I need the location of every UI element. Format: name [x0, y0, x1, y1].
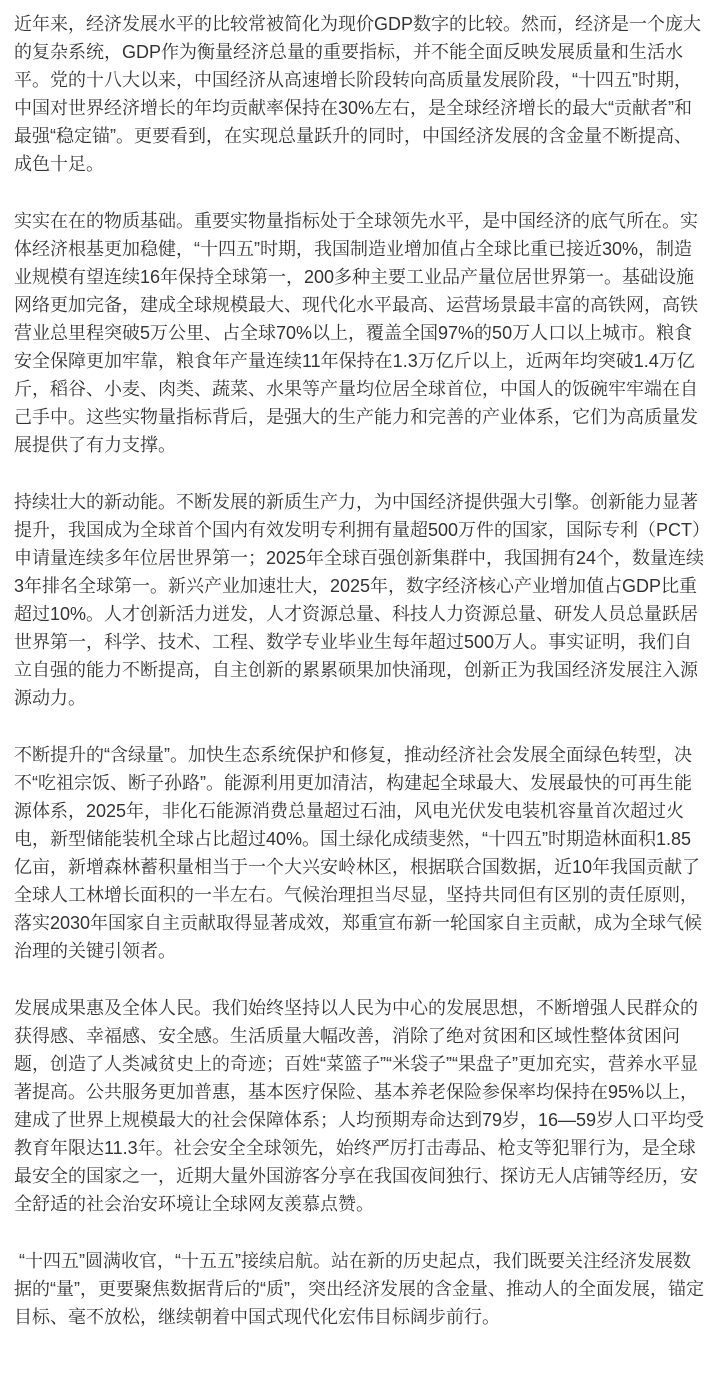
article-paragraph-intro: 近年来，经济发展水平的比较常被简化为现价GDP数字的比较。然而，经济是一个庞大的复杂系统，GDP作为衡量经济总量的重要指标，并不能全面反映发展质量和生活水平。党的十八大以来，中国经济从高速增长阶段转向高质量发展阶段，“十四五”时期，中国对世界经济增长的年均贡献率保持在30%左右，是全球经济增长的最大“贡献者”和最强“稳定锚”。更要看到，在实现总量跃升的同时，中国经济发展的含金量不断提高、成色十足。	[14, 14, 702, 174]
article-paragraph-conclusion: “十四五”圆满收官，“十五五”接续启航。站在新的历史起点，我们既要关注经济发展数据的“量”，更要聚焦数据背后的“质”，突出经济发展的含金量、推动人的全面发展，锚定目标、毫不放松，继续朝着中国式现代化宏伟目标阔步前行。	[14, 1251, 704, 1327]
article-paragraph-people-benefits: 发展成果惠及全体人民。我们始终坚持以人民为中心的发展思想，不断增强人民群众的获得感、幸福感、安全感。生活质量大幅改善，消除了绝对贫困和区域性整体贫困问题，创造了人类减贫史上的奇迹；百姓“菜篮子”“米袋子”“果盘子”更加充实，营养水平显著提高。公共服务更加普惠，基本医疗保险、基本养老保险参保率均保持在95%以上，建成了世界上规模最大的社会保障体系；人均预期寿命达到79岁，16—59岁人口平均受教育年限达11.3年。社会安全全球领先，始终严厉打击毒品、枪支等犯罪行为，是全球最安全的国家之一，近期大量外国游客分享在我国夜间独行、探访无人店铺等经历，安全舒适的社会治安环境让全球网友羡慕点赞。	[14, 998, 705, 1214]
article-paragraph-new-momentum: 持续壮大的新动能。不断发展的新质生产力，为中国经济提供强大引擎。创新能力显著提升，我国成为全球首个国内有效发明专利拥有量超500万件的国家，国际专利（PCT）申请量连续多年位居世界第一；2025年全球百强创新集群中，我国拥有24个，数量连续3年排名全球第一。新兴产业加速壮大，2025年，数字经济核心产业增加值占GDP比重超过10%。人才创新活力迸发，人才资源总量、科技人力资源总量、研发人员总量跃居世界第一，科学、技术、工程、数学专业毕业生每年超过500万人。事实证明，我们自立自强的能力不断提高，自主创新的累累硕果加快涌现，创新正为我国经济发展注入源源动力。	[14, 492, 705, 708]
article-paragraph-green-content: 不断提升的“含绿量”。加快生态系统保护和修复，推动经济社会发展全面绿色转型，决不“吃祖宗饭、断子孙路”。能源利用更加清洁，构建起全球最大、发展最快的可再生能源体系，2025年，非化石能源消费总量超过石油，风电光伏发电装机容量首次超过火电，新型储能装机全球占比超过40%。国土绿化成绩斐然，“十四五”时期造林面积1.85亿亩，新增森林蓄积量相当于一个大兴安岭林区，根据联合国数据，近10年我国贡献了全球人工林增长面积的一半左右。气候治理担当尽显，坚持共同但有区别的责任原则，落实2030年国家自主贡献取得显著成效，郑重宣布新一轮国家自主贡献，成为全球气候治理的关键引领者。	[14, 745, 703, 961]
article-paragraph-material-foundation: 实实在在的物质基础。重要实物量指标处于全球领先水平，是中国经济的底气所在。实体经济根基更加稳健，“十四五”时期，我国制造业增加值占全球比重已接近30%，制造业规模有望连续16年保持全球第一，200多种主要工业品产量位居世界第一。基础设施网络更加完备，建成全球规模最大、现代化水平最高、运营场景最丰富的高铁网，高铁营业总里程突破5万公里、占全球70%以上，覆盖全国97%的50万人口以上城市。粮食安全保障更加牢靠，粮食年产量连续11年保持在1.3万亿斤以上，近两年均突破1.4万亿斤，稻谷、小麦、肉类、蔬菜、水果等产量均位居全球首位，中国人的饭碗牢牢端在自己手中。这些实物量指标背后，是强大的生产能力和完善的产业体系，它们为高质量发展提供了有力支撑。	[14, 211, 698, 455]
